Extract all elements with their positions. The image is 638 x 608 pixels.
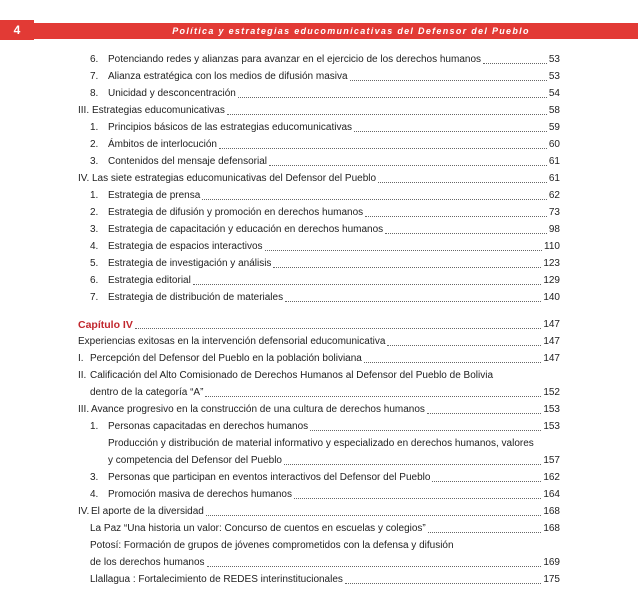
toc-entry-number: 2.: [90, 139, 99, 150]
toc-entry-title: Promoción masiva de derechos humanos: [108, 489, 292, 500]
toc-entry-title: La Paz “Una historia un valor: Concurso de cuentos en escuelas y colegios”: [90, 523, 426, 534]
dot-leader: [265, 249, 543, 251]
dot-leader: [378, 181, 547, 183]
dot-leader: [432, 480, 541, 482]
toc-entry-title: Llallagua : Fortalecimiento de REDES interinstitucionales: [90, 574, 343, 585]
toc-entry-title: Estrategia de prensa: [108, 190, 201, 201]
toc-entry-number: I.: [78, 353, 84, 364]
toc-entry-title: Producción y distribución de material informativo y especializado en derechos humanos, valores: [108, 438, 534, 449]
toc-entry: [90, 417, 560, 433]
toc-entry-number: 4.: [90, 489, 99, 500]
toc-entry: [90, 118, 560, 134]
dot-leader: [207, 565, 542, 567]
toc-entry-title: y competencia del Defensor del Pueblo: [108, 455, 282, 466]
toc-entry: [108, 451, 560, 467]
toc-entry: [90, 135, 560, 151]
toc-entry-number: III.: [78, 105, 90, 116]
toc-entry-title: Estrategia editorial: [108, 275, 191, 286]
toc-entry-title: Personas capacitadas en derechos humanos: [108, 421, 309, 432]
toc-entry-number: 7.: [90, 71, 99, 82]
toc-entry: [90, 485, 560, 501]
toc-entry-page: 147: [543, 319, 560, 330]
toc-entry-number: 3.: [90, 472, 99, 483]
toc-entry: [90, 570, 560, 586]
toc-entry-page: 168: [543, 506, 560, 517]
toc-entry: [90, 468, 560, 484]
toc-entry-title: Ámbitos de interlocución: [108, 139, 217, 150]
toc-entry-title: dentro de la categoría “A”: [90, 387, 204, 398]
toc-entry: [90, 84, 560, 100]
dot-leader: [354, 130, 547, 132]
toc-entry-page: 169: [543, 557, 560, 568]
toc-entry-title: Experiencias exitosas en la intervención defensorial educomunicativa: [78, 336, 386, 347]
toc-entry-page: 140: [543, 292, 560, 303]
toc-entry-title: Unicidad y desconcentración: [108, 88, 236, 99]
toc-entry-number: 7.: [90, 292, 99, 303]
toc-entry: [78, 332, 560, 348]
dot-leader: [206, 514, 541, 516]
dot-leader: [269, 164, 547, 166]
running-title: Política y estrategias educomunicativas del Defensor del Pueblo: [34, 23, 638, 39]
toc-entry-number: 2.: [90, 207, 99, 218]
toc-entry-page: 164: [543, 489, 560, 500]
toc-entry: [78, 400, 560, 416]
toc-entry-number: II.: [78, 370, 87, 381]
dot-leader: [345, 582, 541, 584]
toc-entry: [90, 553, 560, 569]
toc-entry-number: 3.: [90, 224, 99, 235]
toc-entry: [90, 203, 560, 219]
toc-entry-title: de los derechos humanos: [90, 557, 205, 568]
toc-entry-number: IV.: [78, 173, 90, 184]
dot-leader: [364, 361, 541, 363]
toc-entry: [90, 519, 560, 535]
toc-entry-title: Contenidos del mensaje defensorial: [108, 156, 267, 167]
dot-leader: [350, 79, 547, 81]
toc-entry-page: 147: [543, 336, 560, 347]
toc-entry-page: 153: [543, 421, 560, 432]
dot-leader: [285, 300, 541, 302]
toc-entry-number: 1.: [90, 122, 99, 133]
toc-entry-page: 60: [548, 139, 560, 150]
toc-entry-page: 59: [548, 122, 560, 133]
toc-entry-number: 1.: [90, 421, 99, 432]
toc-entry-number: IV.: [78, 506, 90, 517]
dot-leader: [483, 62, 547, 64]
toc-entry-number: 3.: [90, 156, 99, 167]
chapter-title: Capítulo IV: [78, 319, 133, 331]
toc-entry-page: 129: [543, 275, 560, 286]
dot-leader: [294, 497, 541, 499]
toc-entry-page: 168: [543, 523, 560, 534]
toc-entry-title: Principios básicos de las estrategias educomunicativas: [108, 122, 353, 133]
toc-entry-page: 54: [548, 88, 560, 99]
dot-leader: [219, 147, 547, 149]
toc-entry: [90, 254, 560, 270]
toc-entry-title: Estrategia de investigación y análisis: [108, 258, 272, 269]
toc-entry-page: 147: [543, 353, 560, 364]
toc-entry: [78, 169, 560, 185]
toc-entry-page: 175: [543, 574, 560, 585]
toc-entry: [78, 101, 560, 117]
toc-entry-page: 123: [543, 258, 560, 269]
toc-entry: [90, 271, 560, 287]
toc-entry-page: 53: [548, 71, 560, 82]
toc-entry-number: III.: [78, 404, 90, 415]
toc-entry-page: 61: [548, 156, 560, 167]
toc-entry-title: Potosí: Formación de grupos de jóvenes comprometidos con la defensa y difusión: [90, 540, 454, 551]
dot-leader: [427, 412, 541, 414]
toc-entry-page: 53: [548, 54, 560, 65]
dot-leader: [205, 395, 541, 397]
toc-entry: [90, 288, 560, 304]
toc-entry-number: 6.: [90, 275, 99, 286]
dot-leader: [428, 531, 542, 533]
dot-leader: [227, 113, 547, 115]
dot-leader: [135, 327, 541, 329]
toc-entry-title: Avance progresivo en la construcción de una cultura de derechos humanos: [91, 404, 425, 415]
toc-entry: [78, 502, 560, 518]
toc-entry: [90, 186, 560, 202]
toc-entry-page: 110: [544, 241, 560, 252]
toc-entry-number: 1.: [90, 190, 99, 201]
toc-entry-page: 62: [548, 190, 560, 201]
dot-leader: [238, 96, 547, 98]
dot-leader: [365, 215, 547, 217]
toc-entry-page: 98: [548, 224, 560, 235]
dot-leader: [284, 463, 541, 465]
toc-entry: [78, 366, 560, 382]
dot-leader: [273, 266, 541, 268]
toc-entry-page: 73: [548, 207, 560, 218]
toc-entry-title: Alianza estratégica con los medios de difusión masiva: [108, 71, 348, 82]
toc-entry-number: 8.: [90, 88, 99, 99]
toc-entry-title: Las siete estrategias educomunicativas del Defensor del Pueblo: [92, 173, 377, 184]
toc-entry-page: 152: [543, 387, 560, 398]
toc-entry-title: El aporte de la diversidad: [91, 506, 204, 517]
toc-entry-title: Calificación del Alto Comisionado de Derechos Humanos al Defensor del Pueblo de Bolivia: [90, 370, 494, 381]
toc-entry-page: 157: [543, 455, 560, 466]
dot-leader: [385, 232, 547, 234]
toc-entry: [90, 220, 560, 236]
toc-entry-title: Personas que participan en eventos interactivos del Defensor del Pueblo: [108, 472, 431, 483]
toc-entry-page: 61: [548, 173, 560, 184]
toc-entry-page: 58: [548, 105, 560, 116]
toc-entry-page: 162: [543, 472, 560, 483]
toc-entry: [90, 50, 560, 66]
dot-leader: [310, 429, 541, 431]
chapter-heading: [78, 315, 560, 331]
toc-entry-number: 6.: [90, 54, 99, 65]
toc-entry-title: Estrategia de espacios interactivos: [108, 241, 263, 252]
toc-entry: [108, 434, 560, 450]
toc-entry-title: Estrategia de distribución de materiales: [108, 292, 284, 303]
toc-entry-title: Percepción del Defensor del Pueblo en la población boliviana: [90, 353, 362, 364]
toc-entry-title: Estrategia de difusión y promoción en derechos humanos: [108, 207, 364, 218]
toc-entry: [90, 237, 560, 253]
toc-entry-number: 4.: [90, 241, 99, 252]
toc-entry: [90, 383, 560, 399]
toc-entry-page: 153: [543, 404, 560, 415]
toc-entry: [90, 152, 560, 168]
dot-leader: [202, 198, 547, 200]
dot-leader: [387, 344, 541, 346]
toc-entry-title: Potenciando redes y alianzas para avanzar en el ejercicio de los derechos humanos: [108, 54, 482, 65]
toc-entry-title: Estrategias educomunicativas: [92, 105, 225, 116]
dot-leader: [193, 283, 541, 285]
toc-entry-title: Estrategia de capacitación y educación en derechos humanos: [108, 224, 384, 235]
toc-entry: [78, 349, 560, 365]
toc-entry: [90, 67, 560, 83]
toc-entry-number: 5.: [90, 258, 99, 269]
toc-entry: [90, 536, 560, 552]
page-number: 4: [0, 20, 34, 40]
